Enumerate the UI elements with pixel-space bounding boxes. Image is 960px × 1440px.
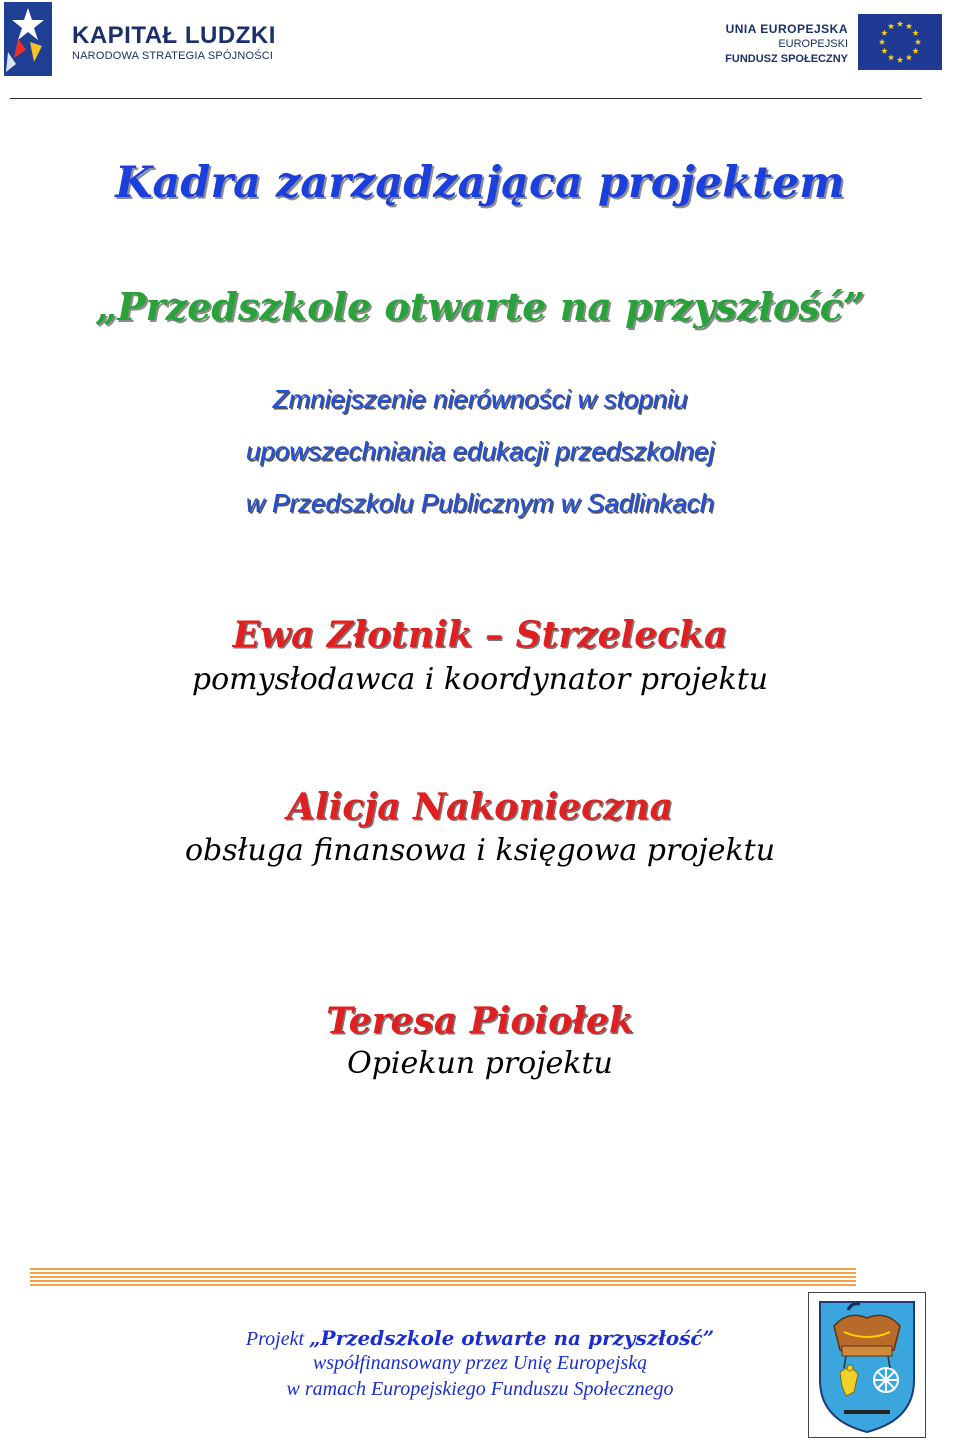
footer-line-3: w ramach Europejskiego Funduszu Społecznego [286,1378,674,1400]
page-title: Kadra zarządzająca projektem [115,158,845,208]
eu-line2: EUROPEJSKI [778,38,848,50]
person-name-finance: Alicja Nakonieczna [287,786,673,828]
project-name: „Przedszkole otwarte na przyszłość” [95,284,865,329]
person-name-supervisor: Teresa Pioiołek [326,1000,634,1042]
person-name-coordinator: Ewa Złotnik – Strzelecka [232,614,728,656]
project-description-line-1: Zmniejszenie nierówności w stopniu [272,384,688,414]
person-role-coordinator: pomysłodawca i koordynator projektu [191,662,769,697]
eu-flag-icon [858,14,942,70]
kapital-ludzki-title: KAPITAŁ LUDZKI [72,22,276,49]
header-divider [10,98,922,99]
kapital-ludzki-star-logo-icon [4,2,52,76]
footer-project-name: „Przedszkole otwarte na przyszłość” [309,1326,715,1350]
project-description-line-2: upowszechniania edukacji przedszkolnej [245,436,715,466]
eu-logo-text [725,22,848,67]
page-header [0,0,960,100]
project-description-line-3: w Przedszkolu Publicznym w Sadlinkach [245,488,715,518]
footer-lead: Projekt [245,1328,310,1350]
footer-line-1 [120,1326,840,1351]
footer-line-2: współfinansowany przez Unię Europejską [312,1352,648,1374]
eu-line1: UNIA EUROPEJSKA [725,22,848,36]
person-role-supervisor: Opiekun projektu [347,1046,613,1081]
person-role-finance: obsługa finansowa i księgowa projektu [184,833,776,868]
municipal-crest-icon [808,1292,926,1438]
eu-line3: FUNDUSZ SPOŁECZNY [725,53,848,65]
kapital-ludzki-subtitle: NARODOWA STRATEGIA SPÓJNOŚCI [72,50,274,62]
footer-stripe-divider [30,1268,856,1286]
